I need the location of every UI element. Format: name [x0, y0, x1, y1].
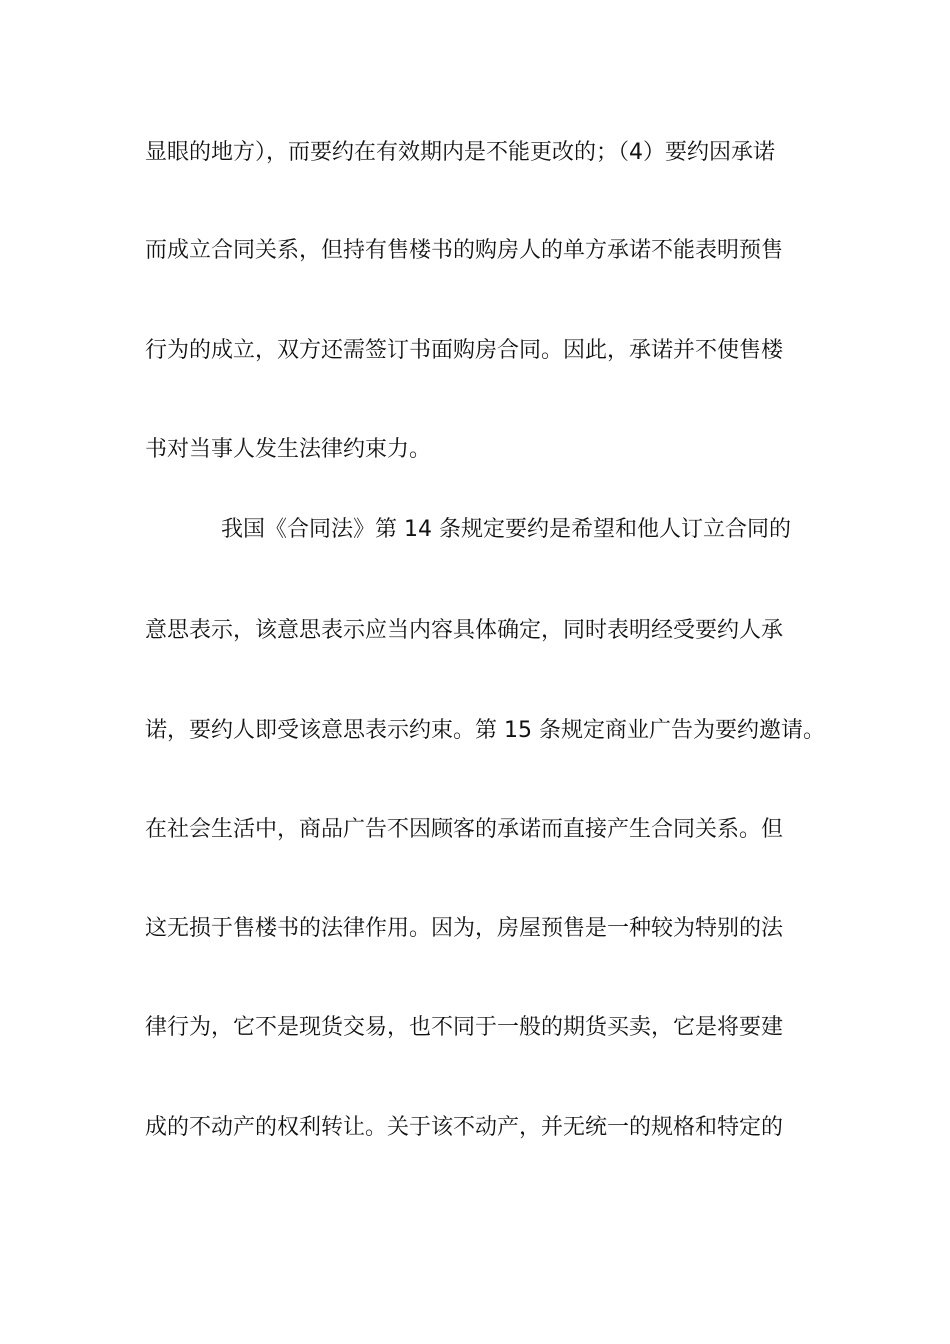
text-line: 在社会生活中，商品广告不因顾客的承诺而直接产生合同关系。但 [145, 817, 784, 842]
text-line: 书对当事人发生法律约束力。 [145, 437, 432, 462]
text-line: 行为的成立，双方还需签订书面购房合同。因此，承诺并不使售楼 [145, 338, 784, 363]
text-line: 意思表示，该意思表示应当内容具体确定，同时表明经受要约人承 [145, 618, 784, 643]
paragraph-first-line: 我国《合同法》第 14 条规定要约是希望和他人订立合同的 [221, 517, 791, 542]
text-line: 而成立合同关系，但持有售楼书的购房人的单方承诺不能表明预售 [145, 238, 784, 263]
text-line: 诺，要约人即受该意思表示约束。第 15 条规定商业广告为要约邀请。 [145, 718, 825, 743]
text-line: 律行为，它不是现货交易，也不同于一般的期货买卖，它是将要建 [145, 1015, 784, 1040]
text-line: 显眼的地方），而要约在有效期内是不能更改的；（4）要约因承诺 [145, 140, 775, 165]
text-line: 这无损于售楼书的法律作用。因为，房屋预售是一种较为特别的法 [145, 916, 784, 941]
text-line: 成的不动产的权利转让。关于该不动产，并无统一的规格和特定的 [145, 1115, 784, 1140]
